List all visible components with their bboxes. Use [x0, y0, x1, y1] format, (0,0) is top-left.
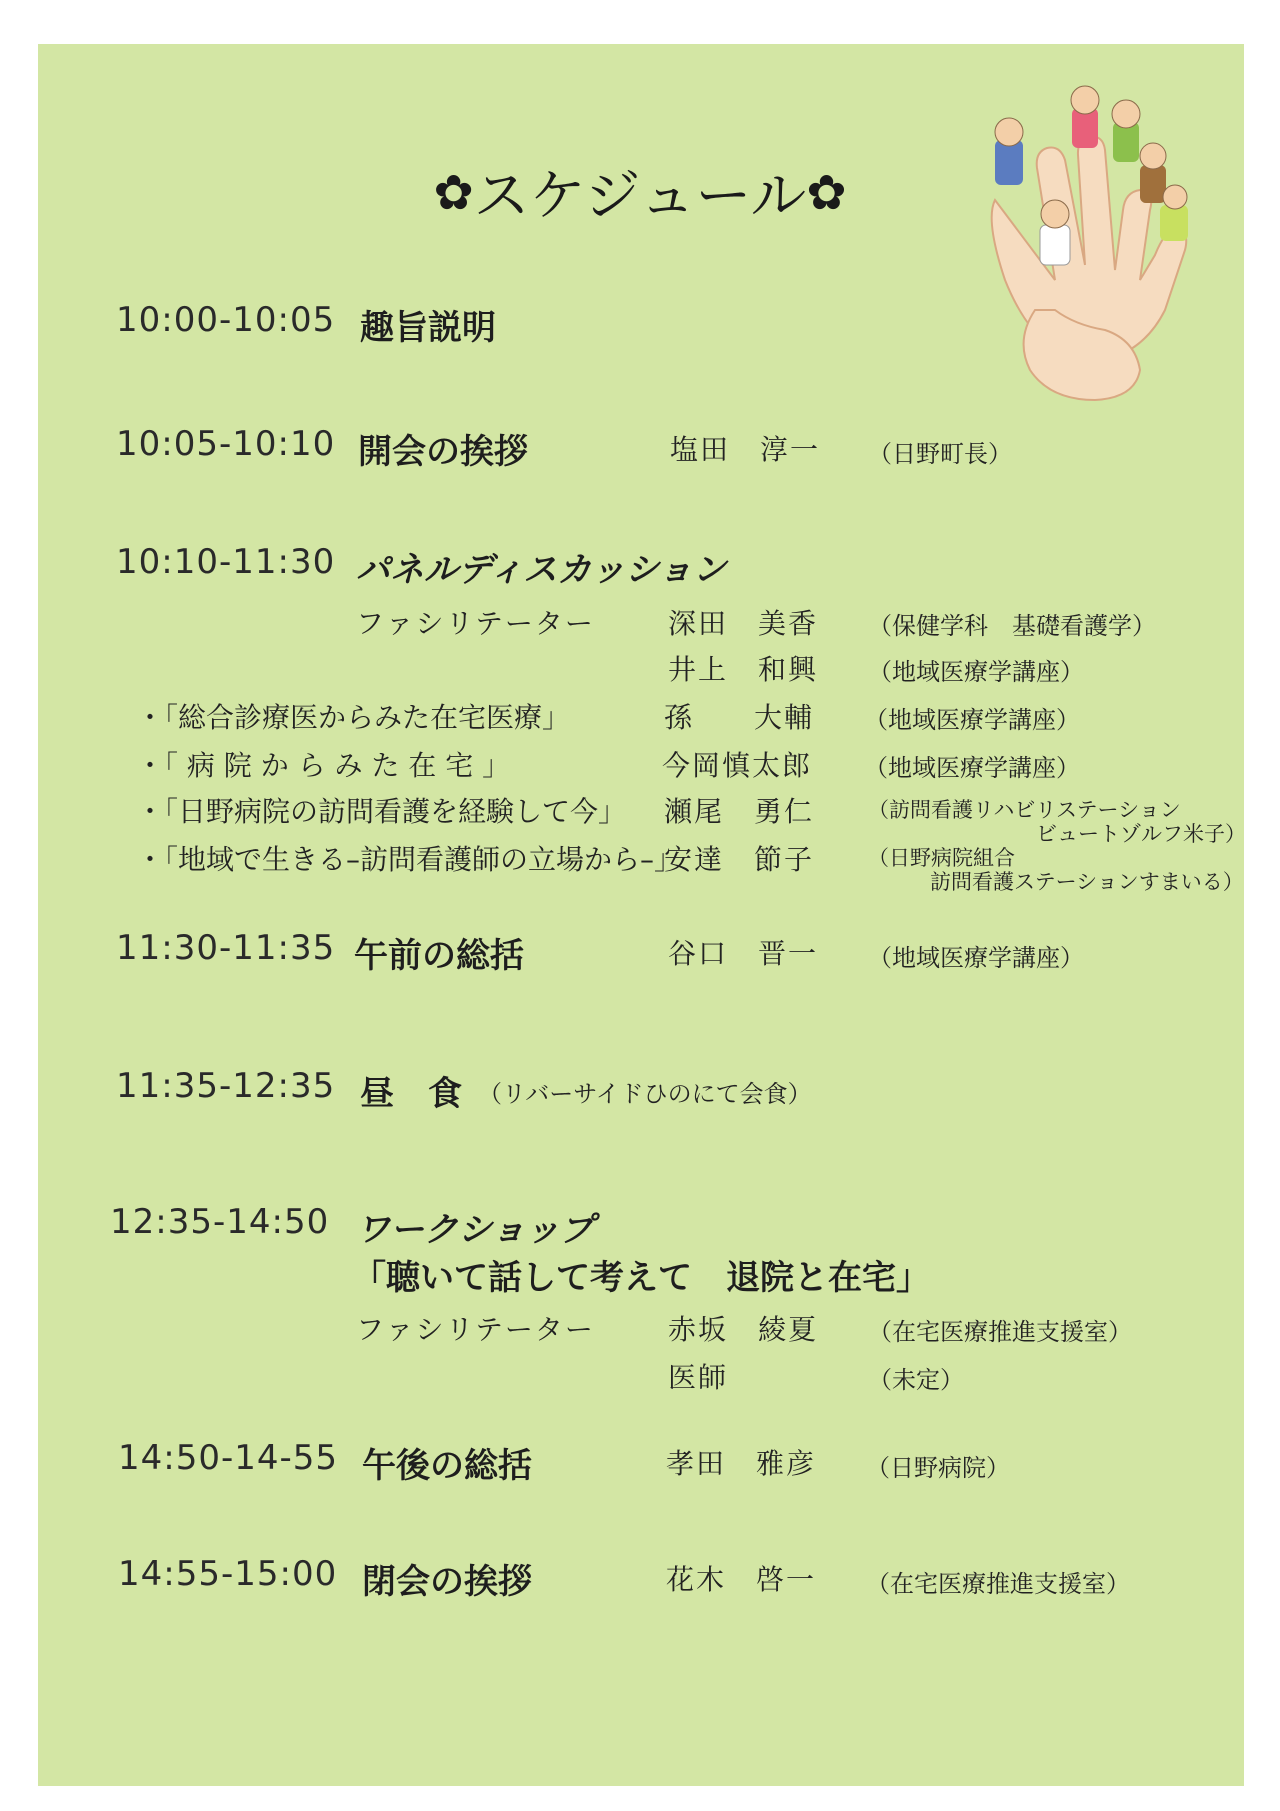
speaker-name: 瀬尾 勇仁 — [664, 795, 815, 828]
speaker-name: 赤坂 綾夏 — [668, 1313, 819, 1346]
session-title: 午前の総括 — [354, 936, 524, 976]
speaker-name: 谷口 晋一 — [668, 937, 819, 970]
speaker-name: 孫 大輔 — [664, 701, 815, 734]
speaker-affiliation: （地域医療学講座） — [864, 706, 1080, 734]
facilitator-label: ファシリテーター — [356, 607, 595, 640]
time-slot: 10:05-10:10 — [116, 424, 336, 464]
speaker-name: 塩田 淳一 — [670, 433, 821, 466]
session-title: 午後の総括 — [362, 1446, 532, 1486]
speaker-affiliation: 訪問看護ステーションすまいる） — [930, 870, 1244, 894]
talk-topic: ・「地域で生きる–訪問看護師の立場から–」 — [136, 843, 683, 876]
speaker-name: 花木 啓一 — [666, 1563, 817, 1596]
session-title: 昼 食 — [360, 1074, 462, 1114]
speaker-name: 医師 — [668, 1361, 729, 1394]
speaker-affiliation: （在宅医療推進支援室） — [868, 1318, 1132, 1346]
finger-puppet-6 — [1040, 200, 1070, 265]
speaker-affiliation: （地域医療学講座） — [868, 658, 1084, 686]
speaker-affiliation: （日野病院） — [866, 1454, 1010, 1482]
session-title: 開会の挨拶 — [358, 432, 528, 472]
session-title: ワークショップ — [356, 1210, 594, 1250]
speaker-name: 深田 美香 — [668, 607, 819, 640]
hand-puppets-illustration — [975, 80, 1200, 420]
time-slot: 12:35-14:50 — [110, 1202, 330, 1242]
speaker-name: 今岡慎太郎 — [662, 749, 813, 782]
time-slot: 11:30-11:35 — [116, 928, 336, 968]
finger-puppet-5 — [1160, 185, 1188, 241]
flower-icon: ✿ — [433, 165, 474, 221]
speaker-affiliation: （未定） — [868, 1366, 964, 1394]
speaker-affiliation: ビュートゾルフ米子） — [1036, 822, 1246, 846]
finger-puppet-4 — [1140, 143, 1166, 203]
session-title: パネルディスカッション — [356, 550, 727, 590]
flower-icon: ✿ — [806, 165, 847, 221]
session-title: 趣旨説明 — [360, 308, 496, 348]
talk-topic: ・「総合診療医からみた在宅医療」 — [136, 701, 571, 734]
speaker-affiliation: （在宅医療推進支援室） — [866, 1570, 1130, 1598]
time-slot: 10:00-10:05 — [116, 300, 336, 340]
speaker-affiliation: （日野町長） — [868, 440, 1012, 468]
finger-puppet-1 — [995, 118, 1023, 185]
speaker-affiliation: （訪問看護リハビリステーション — [868, 798, 1181, 822]
speaker-name: 安達 節子 — [664, 843, 815, 876]
speaker-affiliation: （地域医療学講座） — [864, 754, 1080, 782]
speaker-name: 孝田 雅彦 — [666, 1447, 817, 1480]
speaker-affiliation: （地域医療学講座） — [868, 944, 1084, 972]
time-slot: 14:50-14-55 — [118, 1438, 339, 1478]
talk-topic: ・「 病 院 か ら み た 在 宅 」 — [136, 749, 511, 782]
facilitator-label: ファシリテーター — [356, 1313, 595, 1346]
session-subtitle: 「聴いて話して考えて 退院と在宅」 — [352, 1258, 930, 1298]
finger-puppet-2 — [1071, 86, 1099, 148]
time-slot: 14:55-15:00 — [118, 1554, 338, 1594]
speaker-affiliation: （保健学科 基礎看護学） — [868, 612, 1156, 640]
speaker-name: 井上 和興 — [668, 653, 819, 686]
time-slot: 11:35-12:35 — [116, 1066, 336, 1106]
speaker-affiliation: （日野病院組合 — [868, 846, 1015, 870]
time-slot: 10:10-11:30 — [116, 542, 336, 582]
finger-puppet-3 — [1112, 100, 1140, 162]
title-text: スケジュール — [473, 164, 807, 229]
talk-topic: ・「日野病院の訪問看護を経験して今」 — [136, 795, 627, 828]
session-title: 閉会の挨拶 — [362, 1562, 532, 1602]
session-note: （リバーサイドひのにて会食） — [478, 1080, 812, 1108]
